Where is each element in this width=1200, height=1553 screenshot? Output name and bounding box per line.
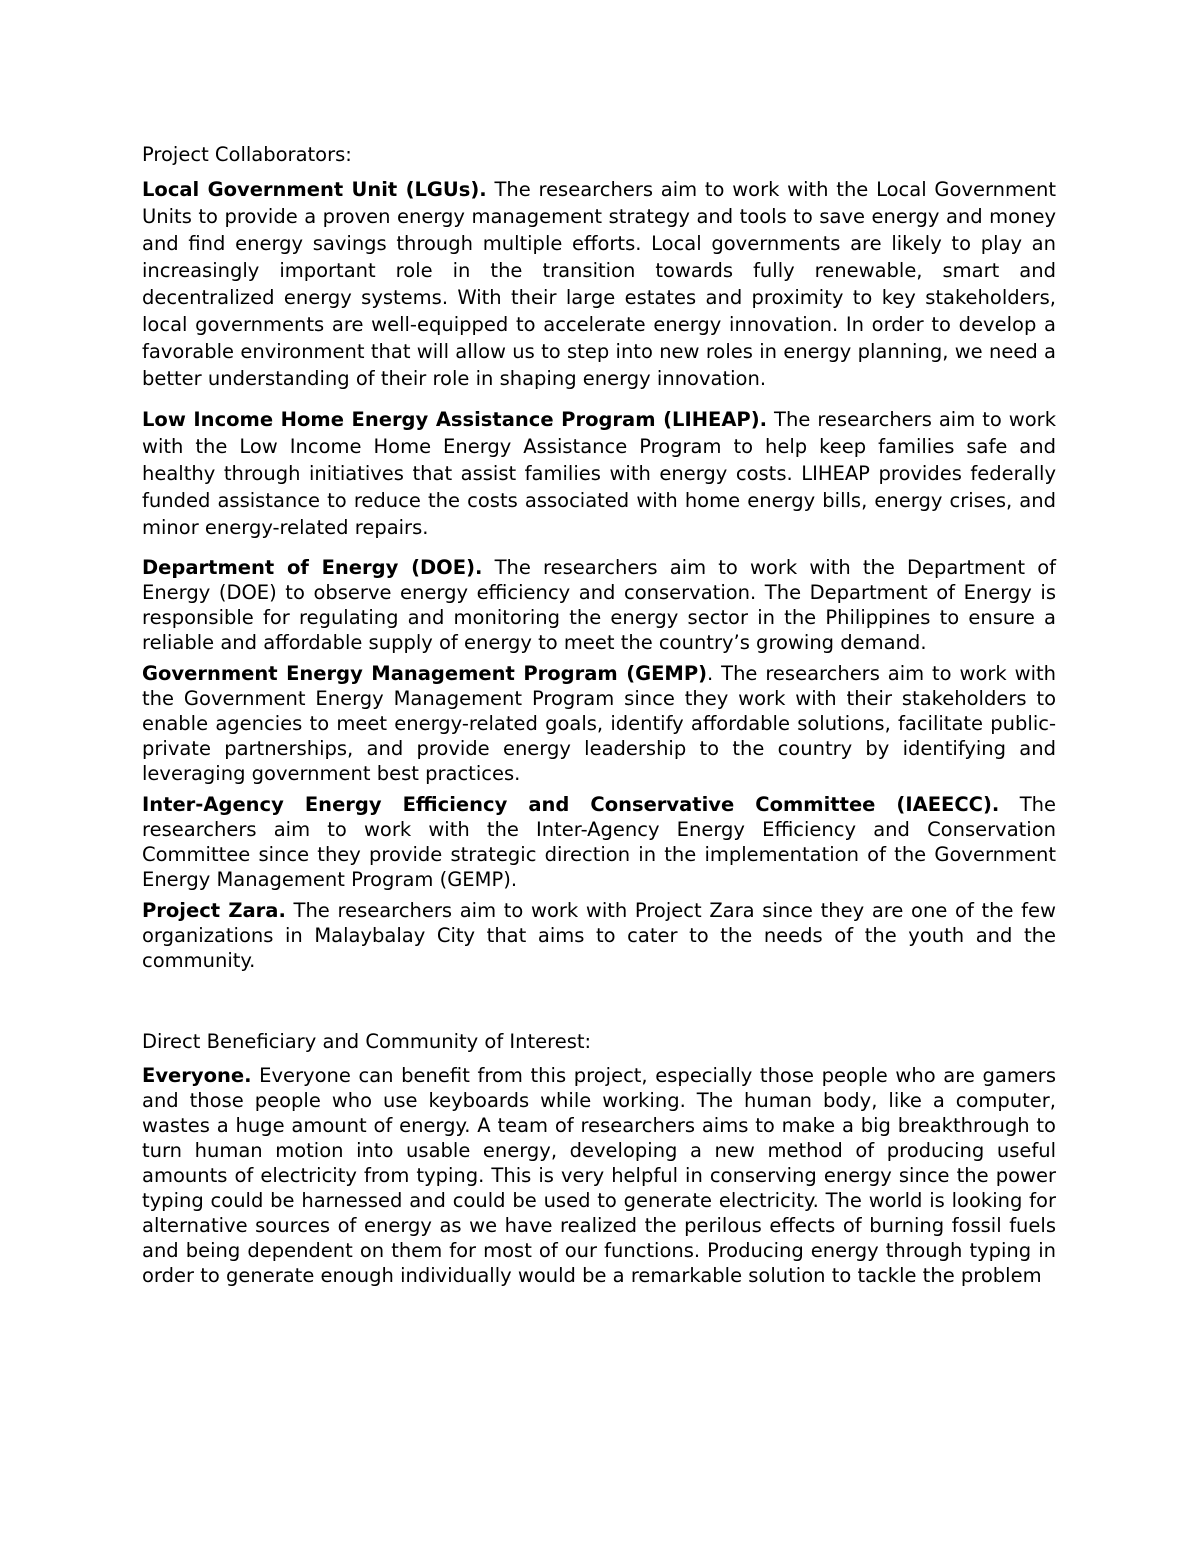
collaborator-lgu bbox=[142, 176, 1056, 392]
collaborator-title: Low Income Home Energy Assistance Program (LIHEAP). bbox=[142, 408, 768, 431]
collaborator-liheap bbox=[142, 406, 1056, 541]
collaborator-text: The researchers aim to work with the Department of Energy (DOE) to observe energy efficiency and conservation. The Department of Energy is responsible for regulating and monitoring the energy sector in the Philippines to ensure a reliable and affordable supply of energy to meet the country’s growing demand. bbox=[142, 556, 1056, 654]
collaborator-title: Government Energy Management Program (GEMP) bbox=[142, 662, 708, 685]
collaborator-text: The researchers aim to work with the Local Government Units to provide a proven energy management strategy and tools to save energy and money and find energy savings through multiple efforts. Local governments are likely to play an increasingly important role in the transition towards fully renewable, smart and decentralized energy systems. With their large estates and proximity to key stakeholders, local governments are well-equipped to accelerate energy innovation. In order to develop a favorable environment that will allow us to step into new roles in energy planning, we need a better understanding of their role in shaping energy innovation. bbox=[142, 178, 1056, 390]
collaborator-text: The researchers aim to work with the Low Income Home Energy Assistance Program to help keep families safe and healthy through initiatives that assist families with energy costs. LIHEAP provides federally funded assistance to reduce the costs associated with home energy bills, energy crises, and minor energy-related repairs. bbox=[142, 408, 1056, 539]
document-page bbox=[142, 142, 1056, 1288]
collaborator-doe bbox=[142, 555, 1056, 655]
collaborators-heading: Project Collaborators: bbox=[142, 143, 352, 166]
beneficiary-text: Everyone can benefit from this project, especially those people who are gamers and those people who use keyboards while working. The human body, like a computer, wastes a huge amount of energy. A team of researchers aims to make a big breakthrough to turn human motion into usable energy, developing a new method of producing useful amounts of electricity from typing. This is very helpful in conserving energy since the power typing could be harnessed and could be used to generate electricity. The world is looking for alternative sources of energy as we have realized the perilous effects of burning fossil fuels and being dependent on them for most of our functions. Producing energy through typing in order to generate enough individually would be a remarkable solution to tackle the problem bbox=[142, 1064, 1056, 1287]
collaborator-text: . The researchers aim to work with the Government Energy Management Program since they work with their stakeholders to enable agencies to meet energy-related goals, identify affordable solutions, facilitate public-private partnerships, and provide energy leadership to the country by identifying and leveraging government best practices. bbox=[142, 662, 1056, 785]
collaborator-text: The researchers aim to work with Project Zara since they are one of the few organizations in Malaybalay City that aims to cater to the needs of the youth and the community. bbox=[142, 899, 1056, 972]
beneficiary-heading: Direct Beneficiary and Community of Interest: bbox=[142, 1030, 592, 1053]
collaborator-text: The researchers aim to work with the Inter-Agency Energy Efficiency and Conservation Committee since they provide strategic direction in the implementation of the Government Energy Management Program (GEMP). bbox=[142, 793, 1056, 891]
collaborator-title: Project Zara. bbox=[142, 899, 286, 922]
collaborator-iaeecc bbox=[142, 792, 1056, 892]
collaborator-title: Local Government Unit (LGUs). bbox=[142, 178, 487, 201]
beneficiary-title: Everyone. bbox=[142, 1064, 252, 1087]
collaborator-title: Department of Energy (DOE). bbox=[142, 556, 483, 579]
section-spacer bbox=[142, 973, 1056, 1029]
beneficiary-everyone bbox=[142, 1063, 1056, 1288]
collaborator-project-zara bbox=[142, 898, 1056, 973]
collaborator-title: Inter-Agency Energy Efficiency and Conservative Committee (IAEECC). bbox=[142, 793, 1000, 816]
collaborator-gemp bbox=[142, 661, 1056, 786]
